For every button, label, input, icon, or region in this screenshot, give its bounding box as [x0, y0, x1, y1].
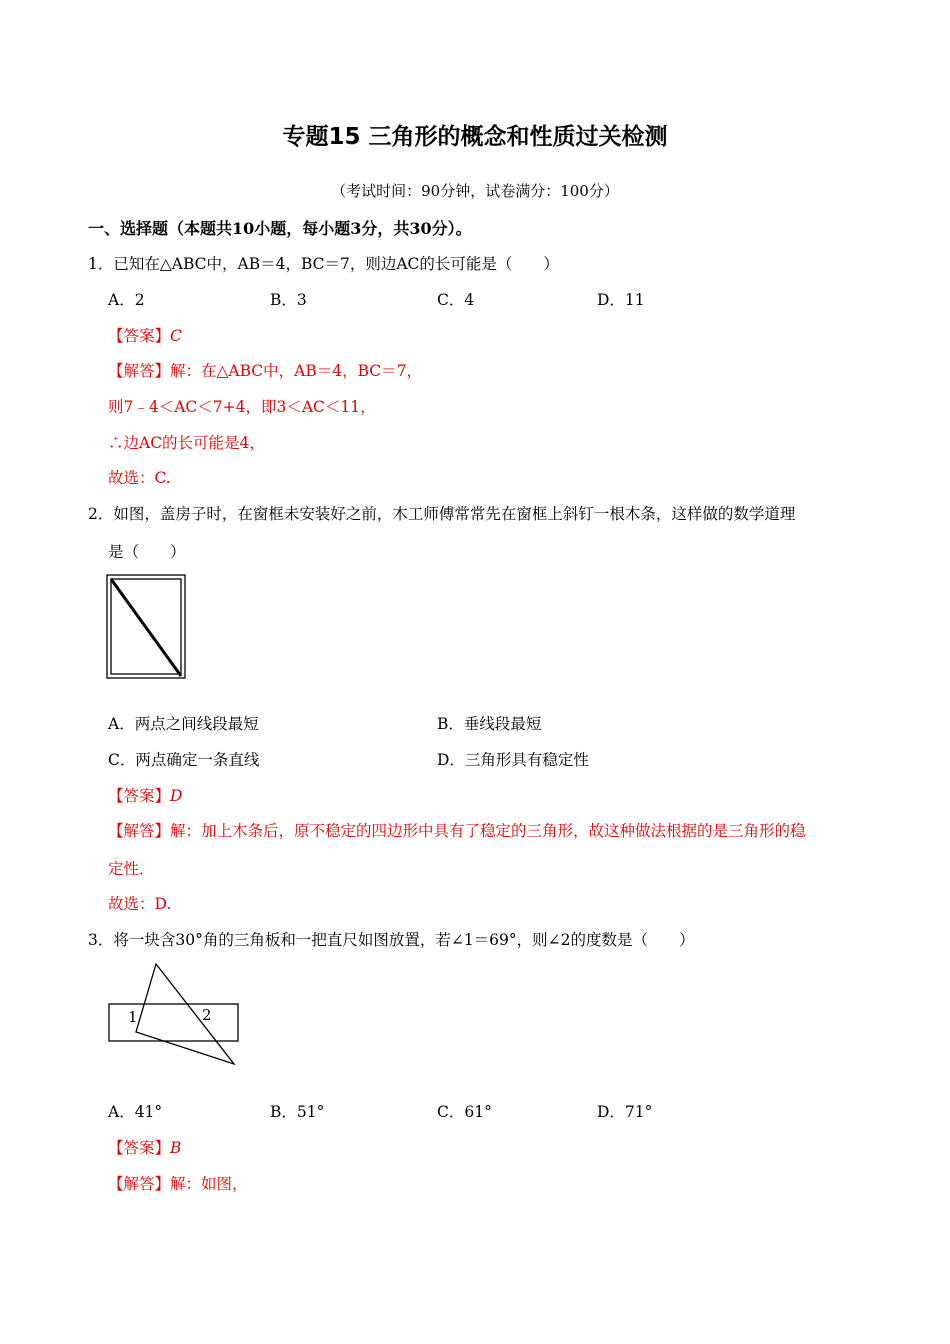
q3-option-b: B．51° — [270, 1103, 325, 1121]
page-title: 专题15 三角形的概念和性质过关检测 — [282, 124, 668, 150]
q1-option-c: C．4 — [437, 291, 475, 309]
q1-option-d: D．11 — [597, 291, 645, 309]
answer-label: 【答案】 — [108, 1139, 171, 1157]
q3-answer — [108, 1141, 181, 1157]
q1-solution-line: 【解答】解：在△ABC中，AB＝4，BC＝7， — [108, 362, 422, 380]
angle-1-label: 1 — [128, 1008, 138, 1026]
q2-option-d: D．三角形具有稳定性 — [437, 751, 589, 769]
angle-2-label: 2 — [202, 1006, 212, 1024]
q2-option-b: B．垂线段最短 — [437, 715, 542, 733]
question-2-stem-cont: 是（ ） — [108, 543, 186, 561]
question-1-stem: 1．已知在△ABC中，AB＝4，BC＝7，则边AC的长可能是（ ） — [88, 255, 559, 273]
q1-option-b: B．3 — [270, 291, 307, 309]
q2-solution-line: 定性． — [108, 860, 155, 878]
answer-label: 【答案】 — [108, 787, 171, 805]
q1-option-a: A．2 — [108, 291, 145, 309]
q1-solution-line: 则7﹣4＜AC＜7+4，即3＜AC＜11， — [108, 398, 376, 416]
triangle-ruler-figure — [106, 960, 242, 1068]
q3-option-c: C．61° — [437, 1103, 492, 1121]
window-frame-figure — [106, 574, 188, 680]
q1-answer — [108, 329, 182, 345]
answer-label: 【答案】 — [108, 327, 171, 345]
q3-option-d: D．71° — [597, 1103, 653, 1121]
question-2-stem: 2．如图，盖房子时，在窗框未安装好之前，木工师傅常常先在窗框上斜钉一根木条，这样做的数学道理 — [88, 505, 796, 523]
q2-solution-line: 故选：D. — [108, 895, 172, 913]
q2-option-a: A．两点之间线段最短 — [108, 715, 259, 733]
question-3-stem: 3．将一块含30°角的三角板和一把直尺如图放置，若∠1＝69°，则∠2的度数是（ ） — [88, 931, 695, 949]
q1-solution-line: 故选：C. — [108, 469, 171, 487]
q2-solution-line: 【解答】解：加上木条后，原不稳定的四边形中具有了稳定的三角形，故这种做法根据的是三角形的稳 — [108, 822, 806, 840]
answer-value: C — [170, 327, 182, 345]
exam-info: （考试时间：90分钟，试卷满分：100分） — [331, 182, 619, 200]
q2-answer — [108, 789, 182, 805]
q1-solution-line: ∴边AC的长可能是4， — [108, 434, 265, 452]
q2-option-c: C．两点确定一条直线 — [108, 751, 260, 769]
answer-value: B — [170, 1139, 182, 1157]
q3-option-a: A．41° — [108, 1103, 163, 1121]
section-heading: 一、选择题（本题共10小题，每小题3分，共30分）。 — [88, 219, 472, 238]
q3-solution-line: 【解答】解：如图， — [108, 1175, 248, 1193]
answer-value: D — [170, 787, 183, 805]
